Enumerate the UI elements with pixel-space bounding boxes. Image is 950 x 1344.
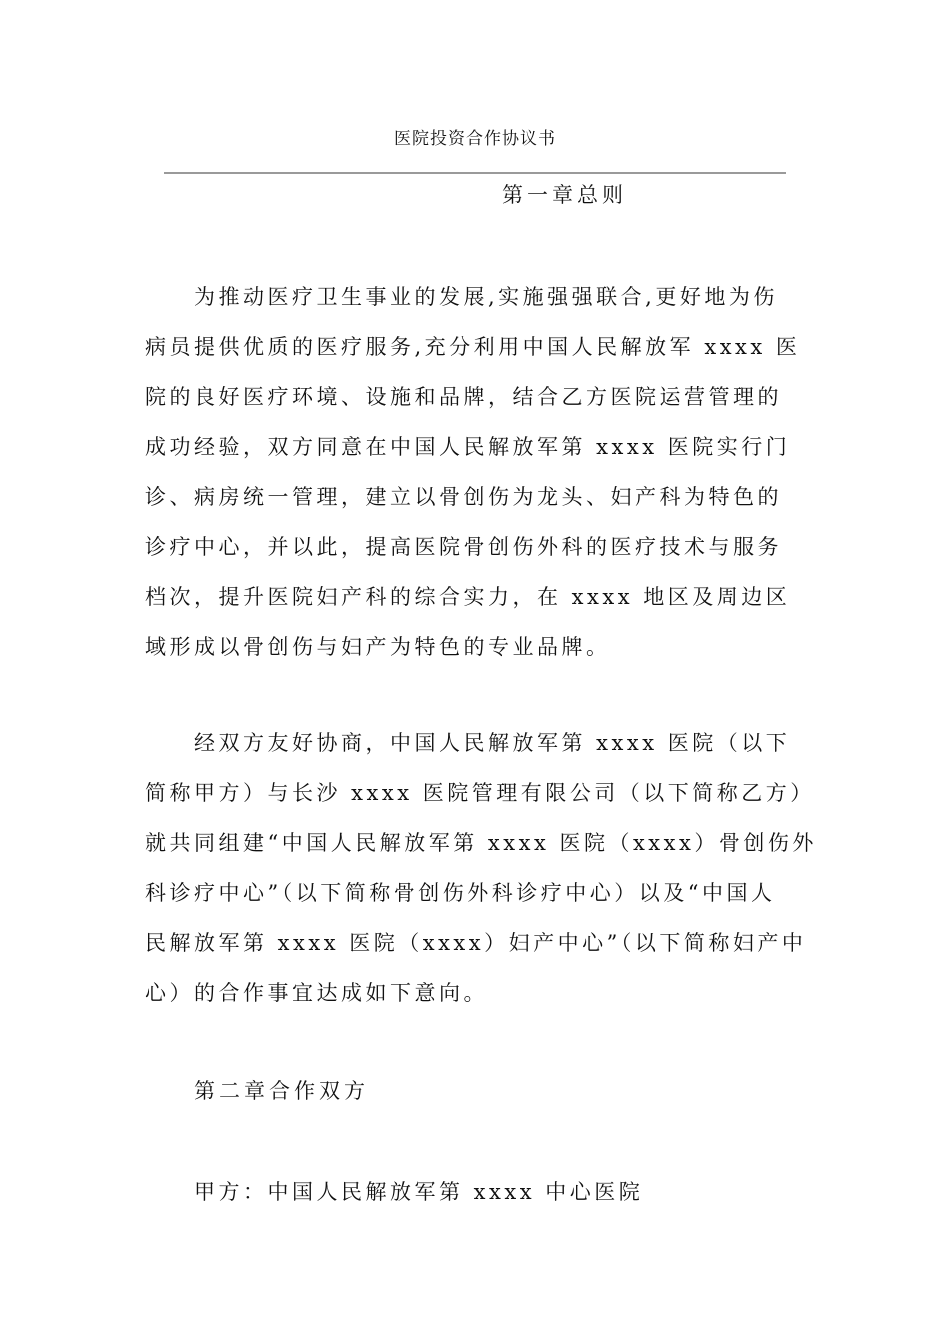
paragraph-line: 民解放军第 xxxx 医院（xxxx）妇产中心”（以下简称妇产中 [145, 931, 807, 955]
paragraph-line: 科诊疗中心”（以下简称骨创伤外科诊疗中心）以及“中国人 [145, 881, 776, 905]
paragraph-line: 诊疗中心，并以此，提高医院骨创伤外科的医疗技术与服务 [145, 535, 782, 559]
paragraph-line: 经双方友好协商，中国人民解放军第 xxxx 医院（以下 [194, 731, 791, 755]
party-a-line: 甲方：中国人民解放军第 xxxx 中心医院 [194, 1180, 644, 1204]
paragraph-line: 院的良好医疗环境、设施和品牌，结合乙方医院运营管理的 [145, 385, 782, 409]
paragraph-1 [145, 272, 805, 672]
chapter-2-heading: 第二章合作双方 [194, 1079, 369, 1103]
paragraph-line: 心）的合作事宜达成如下意向。 [145, 981, 488, 1005]
paragraph-line: 诊、病房统一管理，建立以骨创伤为龙头、妇产科为特色的 [145, 485, 782, 509]
paragraph-line: 域形成以骨创伤与妇产为特色的专业品牌。 [145, 635, 611, 659]
document-title: 医院投资合作协议书 [394, 129, 556, 149]
title-divider [164, 172, 786, 174]
paragraph-line: 就共同组建“中国人民解放军第 xxxx 医院（xxxx）骨创伤外 [145, 831, 817, 855]
chapter-1-heading: 第一章总则 [502, 183, 627, 207]
paragraph-line: 成功经验，双方同意在中国人民解放军第 xxxx 医院实行门 [145, 435, 791, 459]
paragraph-line: 档次，提升医院妇产科的综合实力，在 xxxx 地区及周边区 [145, 585, 791, 609]
paragraph-2 [145, 718, 817, 1018]
paragraph-line: 病员提供优质的医疗服务,充分利用中国人民解放军 xxxx 医 [145, 335, 801, 359]
paragraph-line: 为推动医疗卫生事业的发展,实施强强联合,更好地为伤 [194, 285, 778, 309]
paragraph-line: 简称甲方）与长沙 xxxx 医院管理有限公司（以下简称乙方） [145, 781, 815, 805]
